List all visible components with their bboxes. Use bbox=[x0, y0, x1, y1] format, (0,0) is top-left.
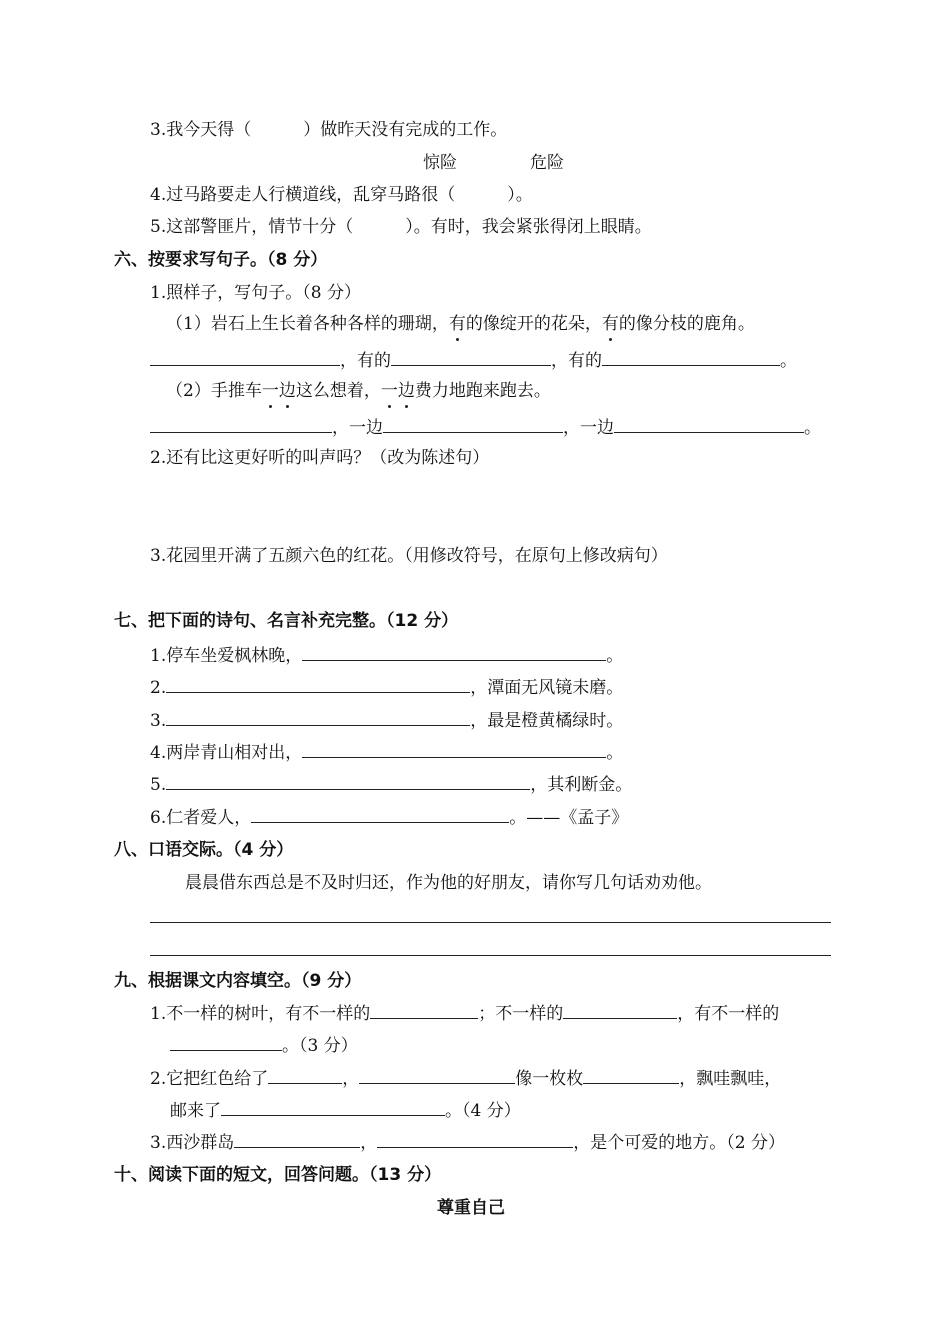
item-number: 4. bbox=[150, 185, 167, 205]
fill-text: ，有的 bbox=[340, 351, 391, 371]
section-title-6: 六、按要求写句子。（8 分） bbox=[114, 250, 328, 270]
item-text: ）做昨天没有完成的工作。 bbox=[303, 120, 508, 140]
poem-line-6 bbox=[150, 806, 628, 828]
fill-text: ，飘哇飘哇， bbox=[679, 1069, 782, 1089]
example-text: 费力地跑来跑去。 bbox=[414, 381, 551, 401]
emphasis-char: 一 bbox=[261, 381, 279, 401]
poem-line-2 bbox=[150, 676, 623, 698]
answer-line[interactable] bbox=[234, 1131, 360, 1148]
q9-item3 bbox=[150, 1131, 785, 1153]
poem-text: ，其利断金。 bbox=[530, 775, 633, 795]
poem-text: ，潭面无风镜未磨。 bbox=[470, 678, 624, 698]
poem-line-5 bbox=[150, 773, 632, 795]
example-text: （1）岩石上生长着各种各样的珊瑚， bbox=[166, 314, 449, 334]
q6-sub2: 2.还有比这更好听的叫声吗？（改为陈述句） bbox=[150, 448, 490, 468]
answer-line[interactable] bbox=[150, 416, 332, 433]
answer-line[interactable] bbox=[383, 416, 563, 433]
fill-text: ，有不一样的 bbox=[677, 1004, 780, 1024]
answer-line[interactable] bbox=[563, 1002, 677, 1019]
answer-line[interactable] bbox=[251, 806, 509, 823]
q9-item2 bbox=[150, 1067, 781, 1089]
poem-line-3 bbox=[150, 709, 623, 731]
poem-text: 5. bbox=[150, 775, 167, 795]
answer-line[interactable] bbox=[166, 676, 470, 693]
word-option-1 bbox=[423, 152, 457, 174]
fill-text: ，是个可爱的地方。（2 分） bbox=[573, 1133, 785, 1153]
q6-sub1: 1.照样子，写句子。（8 分） bbox=[150, 283, 361, 303]
fill-text: ， bbox=[342, 1069, 360, 1089]
option-label: 危险 bbox=[530, 153, 564, 173]
fill-text: 像一枚枚 bbox=[515, 1069, 584, 1089]
q9-item2-cont bbox=[170, 1099, 521, 1121]
poem-text: 。——《孟子》 bbox=[509, 808, 629, 828]
writing-line-2[interactable] bbox=[150, 955, 831, 956]
q6-example1 bbox=[166, 313, 755, 335]
q9-item1 bbox=[150, 1002, 779, 1024]
answer-line[interactable] bbox=[602, 349, 780, 366]
q5-item4 bbox=[150, 184, 533, 206]
passage-title: 尊重自己 bbox=[437, 1198, 505, 1218]
emphasis-char: 有 bbox=[448, 314, 466, 334]
fill-text: 邮来了 bbox=[170, 1101, 221, 1121]
answer-line[interactable] bbox=[614, 416, 804, 433]
example-text: 的像绽开的花朵， bbox=[465, 314, 602, 334]
poem-text: 6.仁者爱人， bbox=[150, 808, 252, 828]
example-text: 的像分枝的鹿角。 bbox=[618, 314, 755, 334]
section-title-7: 七、把下面的诗句、名言补充完整。（12 分） bbox=[114, 611, 459, 631]
section-title-9: 九、根据课文内容填空。（9 分） bbox=[114, 971, 362, 991]
emphasis-char: 有 bbox=[601, 314, 619, 334]
item-text: 过马路要走人行横道线，乱穿马路很（ bbox=[166, 185, 456, 205]
poem-text: 。 bbox=[606, 646, 624, 666]
answer-line[interactable] bbox=[221, 1099, 445, 1116]
answer-line[interactable] bbox=[170, 1034, 282, 1051]
item-text: ）。 bbox=[507, 185, 533, 205]
emphasis-char: 边 bbox=[397, 381, 415, 401]
answer-line[interactable] bbox=[583, 1067, 679, 1084]
fill-text: ，有的 bbox=[551, 351, 602, 371]
writing-line-1[interactable] bbox=[150, 922, 831, 923]
q9-item1-cont bbox=[170, 1034, 358, 1056]
answer-line[interactable] bbox=[391, 349, 551, 366]
answer-line[interactable] bbox=[302, 644, 606, 661]
item-text: ）。有时，我会紧张得闭上眼睛。 bbox=[405, 217, 652, 237]
answer-line[interactable] bbox=[166, 773, 530, 790]
fill-text: ， bbox=[360, 1133, 378, 1153]
fill-text: ；不一样的 bbox=[478, 1004, 564, 1024]
fill-text: 。（4 分） bbox=[445, 1101, 521, 1121]
answer-line[interactable] bbox=[377, 1131, 573, 1148]
fill-text: 1.不一样的树叶，有不一样的 bbox=[150, 1004, 371, 1024]
word-option-2 bbox=[530, 152, 564, 174]
poem-text: 1.停车坐爱枫林晚， bbox=[150, 646, 303, 666]
poem-text: ，最是橙黄橘绿时。 bbox=[470, 711, 624, 731]
fill-text: 。 bbox=[804, 418, 821, 438]
poem-text: 4.两岸青山相对出， bbox=[150, 743, 303, 763]
item-number: 5. bbox=[150, 217, 167, 237]
q6-fill2 bbox=[150, 416, 821, 438]
answer-line[interactable] bbox=[370, 1002, 478, 1019]
q5-item5 bbox=[150, 216, 652, 238]
answer-line[interactable] bbox=[359, 1067, 515, 1084]
q6-example2 bbox=[166, 380, 551, 402]
section-title-8: 八、口语交际。（4 分） bbox=[114, 840, 294, 860]
option-label: 惊险 bbox=[423, 153, 457, 173]
answer-line[interactable] bbox=[166, 709, 470, 726]
q6-sub3: 3.花园里开满了五颜六色的红花。（用修改符号，在原句上修改病句） bbox=[150, 546, 668, 566]
example-text: 这么想着， bbox=[295, 381, 381, 401]
poem-text: 2. bbox=[150, 678, 167, 698]
fill-text: 3.西沙群岛 bbox=[150, 1133, 235, 1153]
q8-prompt: 晨晨借东西总是不及时归还，作为他的好朋友，请你写几句话劝劝他。 bbox=[185, 873, 712, 893]
answer-line[interactable] bbox=[268, 1067, 342, 1084]
section-title-10: 十、阅读下面的短文，回答问题。（13 分） bbox=[114, 1165, 442, 1185]
fill-text: ，一边 bbox=[332, 418, 383, 438]
fill-text: 。（3 分） bbox=[282, 1036, 358, 1056]
example-text: （2）手推车 bbox=[166, 381, 262, 401]
answer-line[interactable] bbox=[150, 349, 340, 366]
q6-fill1 bbox=[150, 349, 797, 371]
q5-item3 bbox=[150, 119, 507, 141]
poem-text: 。 bbox=[606, 743, 624, 763]
item-number: 3. bbox=[150, 120, 167, 140]
answer-line[interactable] bbox=[302, 741, 606, 758]
fill-text: 。 bbox=[780, 351, 797, 371]
item-text: 我今天得（ bbox=[166, 120, 252, 140]
fill-text: 2.它把红色给了 bbox=[150, 1069, 269, 1089]
fill-text: ，一边 bbox=[563, 418, 614, 438]
poem-line-1 bbox=[150, 644, 623, 666]
item-text: 这部警匪片，情节十分（ bbox=[166, 217, 354, 237]
emphasis-char: 一 bbox=[380, 381, 398, 401]
emphasis-char: 边 bbox=[278, 381, 296, 401]
poem-line-4 bbox=[150, 741, 623, 763]
poem-text: 3. bbox=[150, 711, 167, 731]
